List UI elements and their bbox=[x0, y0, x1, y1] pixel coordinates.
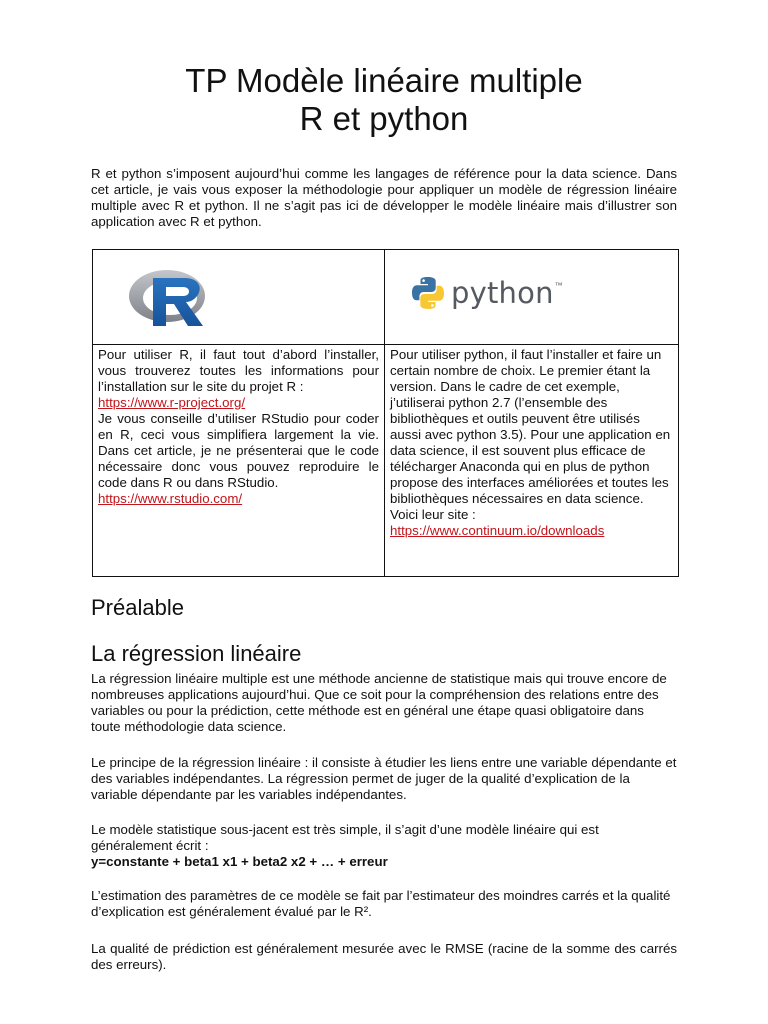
text-row bbox=[93, 345, 679, 577]
python-logo-cell bbox=[385, 250, 679, 345]
python-logo-icon bbox=[411, 276, 445, 310]
model-description-text: Le modèle statistique sous-jacent est très simple, il s’agit d’une modèle linéaire qui est généralement écrit : bbox=[91, 822, 599, 853]
title-line-1: TP Modèle linéaire multiple bbox=[185, 62, 583, 99]
python-logo-trademark: ™ bbox=[554, 281, 563, 290]
intro-paragraph: R et python s’imposent aujourd’hui comme les langages de référence pour la data science. Dans cet article, je vais vous exposer la méthodologie pour appliquer un modèle de régression linéaire multiple avec R et python. Il ne s’agit pas ici de développer le modèle linéaire mais d’illustrer son application avec R et python. bbox=[91, 166, 677, 229]
r-text-cell bbox=[93, 345, 385, 577]
python-logo-wordmark: python bbox=[451, 276, 554, 310]
python-logo bbox=[411, 276, 563, 310]
estimation-paragraph: L’estimation des paramètres de ce modèle se fait par l’estimateur des moindres carrés et la qualité d’explication est généralement évalué par le R². bbox=[91, 888, 671, 919]
model-formula: y=constante + beta1 x1 + beta2 x2 + … + erreur bbox=[91, 854, 388, 869]
title-line-2: R et python bbox=[299, 100, 469, 137]
r-project-link[interactable]: https://www.r-project.org/ bbox=[98, 395, 246, 410]
model-paragraph bbox=[91, 822, 677, 870]
rstudio-link[interactable]: https://www.rstudio.com/ bbox=[98, 491, 243, 506]
section-heading-regression: La régression linéaire bbox=[91, 641, 302, 666]
python-install-text: Pour utiliser python, il faut l’installer et faire un certain nombre de choix. Le premier étant la version. Dans le cadre de cet exemple, j’utiliserai python 2.7 (l’ensemble des bibliothèques et outils peuvent être utilisés aussi avec python 3.5). Pour une application en data science, il est souvent plus efficace de télécharger Anaconda qui en plus de python propose des interfaces améliorées et toutes les bibliothèques nécessaires en data science. Voici leur site : bbox=[390, 347, 671, 522]
rstudio-advice-text: Je vous conseille d’utiliser RStudio pour coder en R, ceci vous simplifiera largement la vie. Dans cet article, je ne présenterai que le code nécessaire donc vous pouvez reproduire le code dans R ou dans RStudio. bbox=[98, 411, 379, 490]
logo-row bbox=[93, 250, 679, 345]
python-text-cell bbox=[385, 345, 679, 577]
prediction-quality-paragraph: La qualité de prédiction est généralement mesurée avec le RMSE (racine de la somme des carrés des erreurs). bbox=[91, 941, 677, 972]
r-logo-icon bbox=[127, 268, 217, 330]
r-install-text: Pour utiliser R, il faut tout d’abord l’installer, vous trouverez toutes les informations pour l’installation sur le site du projet R : bbox=[98, 347, 379, 394]
r-logo-cell bbox=[93, 250, 385, 345]
continuum-downloads-link[interactable]: https://www.continuum.io/downloads bbox=[390, 523, 605, 538]
regression-intro-paragraph: La régression linéaire multiple est une méthode ancienne de statistique mais qui trouve encore de nombreuses applications aujourd’hui. Que ce soit pour la compréhension des relations entre des variables ou pour la prédiction, cette méthode est en général une étape quasi obligatoire dans toute méthodologie data science. bbox=[91, 671, 667, 734]
regression-principle-paragraph: Le principe de la régression linéaire : il consiste à étudier les liens entre une variable dépendante et des variables indépendantes. La régression permet de juger de la qualité d’explication de la variable dépendante par les variables indépendantes. bbox=[91, 755, 677, 802]
document-title bbox=[0, 62, 768, 138]
section-heading-prealable: Préalable bbox=[91, 595, 184, 620]
comparison-table bbox=[92, 249, 679, 577]
